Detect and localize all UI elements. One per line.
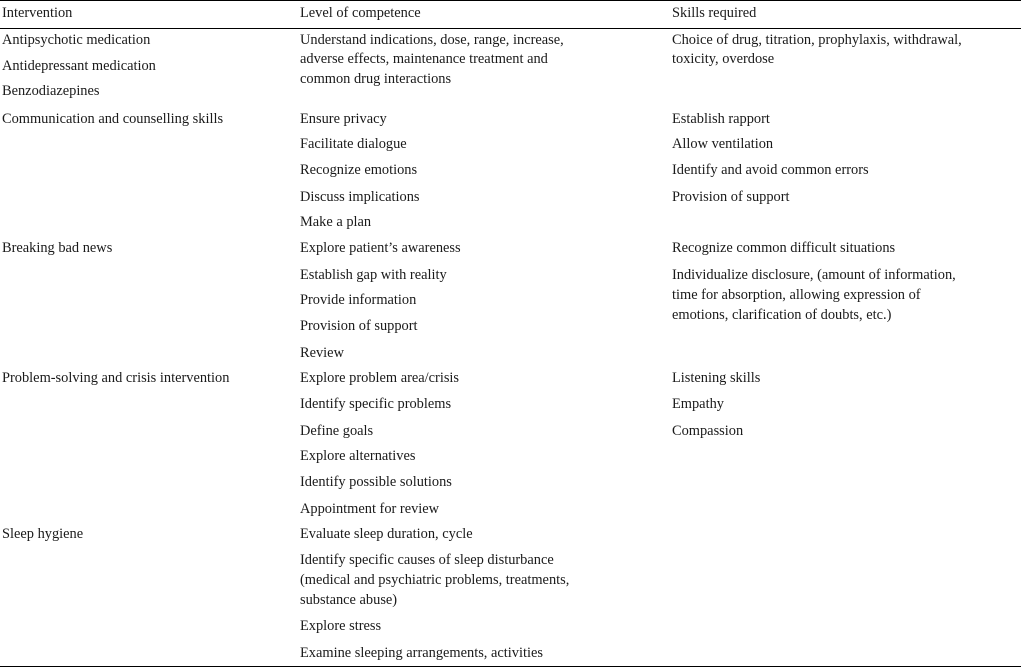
competence-cell: Provision of support [300, 318, 418, 334]
intervention-cell: Benzodiazepines [2, 83, 100, 99]
competence-cell: Define goals [300, 423, 374, 439]
competence-cell: Explore problem area/crisis [300, 370, 460, 386]
header-skills-required: Skills required [672, 5, 757, 21]
intervention-cell: Antipsychotic medication [2, 32, 151, 48]
table-bottom-rule [0, 666, 1021, 667]
skills-cell: time for absorption, allowing expression of [672, 287, 921, 303]
skills-cell: emotions, clarification of doubts, etc.) [672, 307, 892, 323]
competence-cell: adverse effects, maintenance treatment and [300, 51, 548, 67]
intervention-cell: Sleep hygiene [2, 526, 84, 542]
skills-cell: toxicity, overdose [672, 51, 775, 67]
intervention-cell: Problem-solving and crisis intervention [2, 370, 230, 386]
header-level-of-competence: Level of competence [300, 5, 421, 21]
competence-cell: (medical and psychiatric problems, treatments, [300, 572, 570, 588]
competence-cell: Review [300, 345, 344, 361]
competence-cell: Explore alternatives [300, 448, 416, 464]
competence-cell: Establish gap with reality [300, 267, 447, 283]
skills-cell: Allow ventilation [672, 136, 774, 152]
competence-cell: Appointment for review [300, 501, 440, 517]
competence-cell: substance abuse) [300, 592, 398, 608]
skills-cell: Recognize common difficult situations [672, 240, 896, 256]
competence-cell: Ensure privacy [300, 111, 387, 127]
skills-cell: Choice of drug, titration, prophylaxis, withdrawal, [672, 32, 962, 48]
skills-cell: Provision of support [672, 189, 790, 205]
skills-cell: Individualize disclosure, (amount of information, [672, 267, 956, 283]
competence-cell: Facilitate dialogue [300, 136, 407, 152]
competence-cell: Discuss implications [300, 189, 420, 205]
intervention-cell: Breaking bad news [2, 240, 113, 256]
intervention-cell: Communication and counselling skills [2, 111, 224, 127]
competence-cell: Recognize emotions [300, 162, 418, 178]
competence-cell: Explore stress [300, 618, 382, 634]
competence-cell: common drug interactions [300, 71, 452, 87]
competence-cell: Identify possible solutions [300, 474, 452, 490]
skills-cell: Empathy [672, 396, 724, 412]
skills-cell: Compassion [672, 423, 744, 439]
header-intervention: Intervention [2, 5, 73, 21]
skills-cell: Identify and avoid common errors [672, 162, 869, 178]
competence-cell: Identify specific problems [300, 396, 452, 412]
competence-cell: Examine sleeping arrangements, activities [300, 645, 543, 661]
competence-cell: Identify specific causes of sleep disturbance [300, 552, 554, 568]
competence-cell: Evaluate sleep duration, cycle [300, 526, 473, 542]
skills-cell: Listening skills [672, 370, 761, 386]
competence-cell: Make a plan [300, 214, 372, 230]
competence-cell: Explore patient’s awareness [300, 240, 461, 256]
competence-cell: Understand indications, dose, range, increase, [300, 32, 564, 48]
competence-cell: Provide information [300, 292, 417, 308]
intervention-cell: Antidepressant medication [2, 58, 156, 74]
skills-cell: Establish rapport [672, 111, 770, 127]
table-top-rule [0, 0, 1021, 1]
table-header-rule [0, 28, 1021, 29]
